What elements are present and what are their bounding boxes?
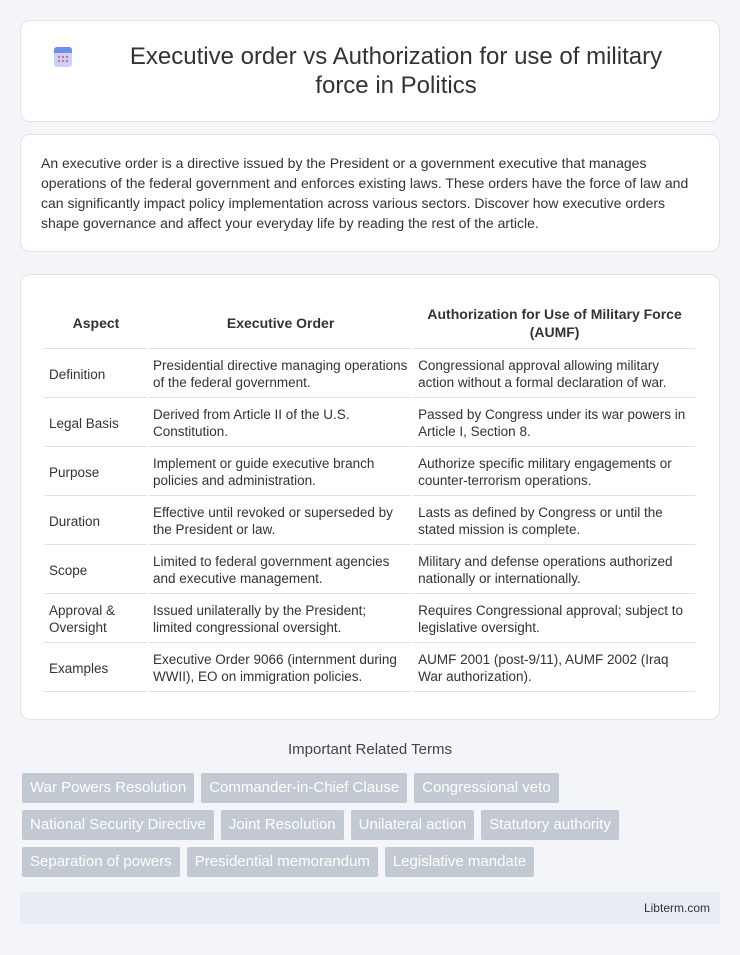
tag-national-security-directive[interactable]: National Security Directive: [22, 810, 214, 840]
row-aumf: Authorize specific military engagements or counter-terrorism operations.: [414, 449, 695, 496]
related-terms-tags: [22, 773, 722, 884]
row-executive-order: Presidential directive managing operations of the federal government.: [149, 351, 412, 398]
row-executive-order: Implement or guide executive branch policies and administration.: [149, 449, 412, 496]
table-row: [45, 645, 695, 692]
tag-presidential-memorandum[interactable]: Presidential memorandum: [187, 847, 378, 877]
intro-paragraph: An executive order is a directive issued by the President or a government executive that manages operations of the federal government and enforces existing laws. These orders have the force of law and can significantly impact policy implementation across various sectors. Discover how executive orders shape governance and affect your everyday life by reading the rest of the article.: [41, 155, 689, 231]
related-terms-heading: Important Related Terms: [288, 741, 452, 758]
intro-card: [20, 134, 720, 252]
comparison-table: [43, 295, 697, 694]
tag-joint-resolution[interactable]: Joint Resolution: [221, 810, 344, 840]
footer: [20, 892, 720, 924]
row-aumf: AUMF 2001 (post-9/11), AUMF 2002 (Iraq War authorization).: [414, 645, 695, 692]
row-aspect: Definition: [45, 351, 147, 398]
table-header-row: [45, 297, 695, 349]
column-header-aspect: Aspect: [45, 297, 147, 349]
row-aspect: Scope: [45, 547, 147, 594]
row-aumf: Passed by Congress under its war powers in Article I, Section 8.: [414, 400, 695, 447]
row-aumf: Requires Congressional approval; subject to legislative oversight.: [414, 596, 695, 643]
table-row: [45, 596, 695, 643]
row-aumf: Congressional approval allowing military action without a formal declaration of war.: [414, 351, 695, 398]
row-executive-order: Derived from Article II of the U.S. Constitution.: [149, 400, 412, 447]
page-title: Executive order vs Authorization for use of military force in Politics: [129, 43, 663, 99]
tag-legislative-mandate[interactable]: Legislative mandate: [385, 847, 534, 877]
column-header-aumf: Authorization for Use of Military Force (AUMF): [414, 297, 695, 349]
tag-congressional-veto[interactable]: Congressional veto: [414, 773, 558, 803]
tag-row: [22, 773, 722, 803]
table-row: [45, 449, 695, 496]
comparison-table-card: [20, 274, 720, 720]
row-executive-order: Issued unilaterally by the President; limited congressional oversight.: [149, 596, 412, 643]
row-aspect: Legal Basis: [45, 400, 147, 447]
tag-row: [22, 847, 722, 877]
row-aspect: Purpose: [45, 449, 147, 496]
row-aumf: Military and defense operations authorized nationally or internationally.: [414, 547, 695, 594]
header-card: [20, 20, 720, 122]
table-row: [45, 400, 695, 447]
tag-statutory-authority[interactable]: Statutory authority: [481, 810, 619, 840]
row-aspect: Examples: [45, 645, 147, 692]
tag-row: [22, 810, 722, 840]
row-aumf: Lasts as defined by Congress or until the stated mission is complete.: [414, 498, 695, 545]
tag-war-powers-resolution[interactable]: War Powers Resolution: [22, 773, 194, 803]
row-executive-order: Effective until revoked or superseded by the President or law.: [149, 498, 412, 545]
footer-site-link[interactable]: Libterm.com: [643, 901, 710, 915]
column-header-executive-order: Executive Order: [149, 297, 412, 349]
row-executive-order: Executive Order 9066 (internment during WWII), EO on immigration policies.: [149, 645, 412, 692]
document-icon: [51, 45, 75, 69]
table-row: [45, 351, 695, 398]
tag-commander-in-chief-clause[interactable]: Commander-in-Chief Clause: [201, 773, 407, 803]
row-executive-order: Limited to federal government agencies and executive management.: [149, 547, 412, 594]
row-aspect: Approval & Oversight: [45, 596, 147, 643]
row-aspect: Duration: [45, 498, 147, 545]
table-row: [45, 498, 695, 545]
tag-separation-of-powers[interactable]: Separation of powers: [22, 847, 180, 877]
table-row: [45, 547, 695, 594]
tag-unilateral-action[interactable]: Unilateral action: [351, 810, 475, 840]
